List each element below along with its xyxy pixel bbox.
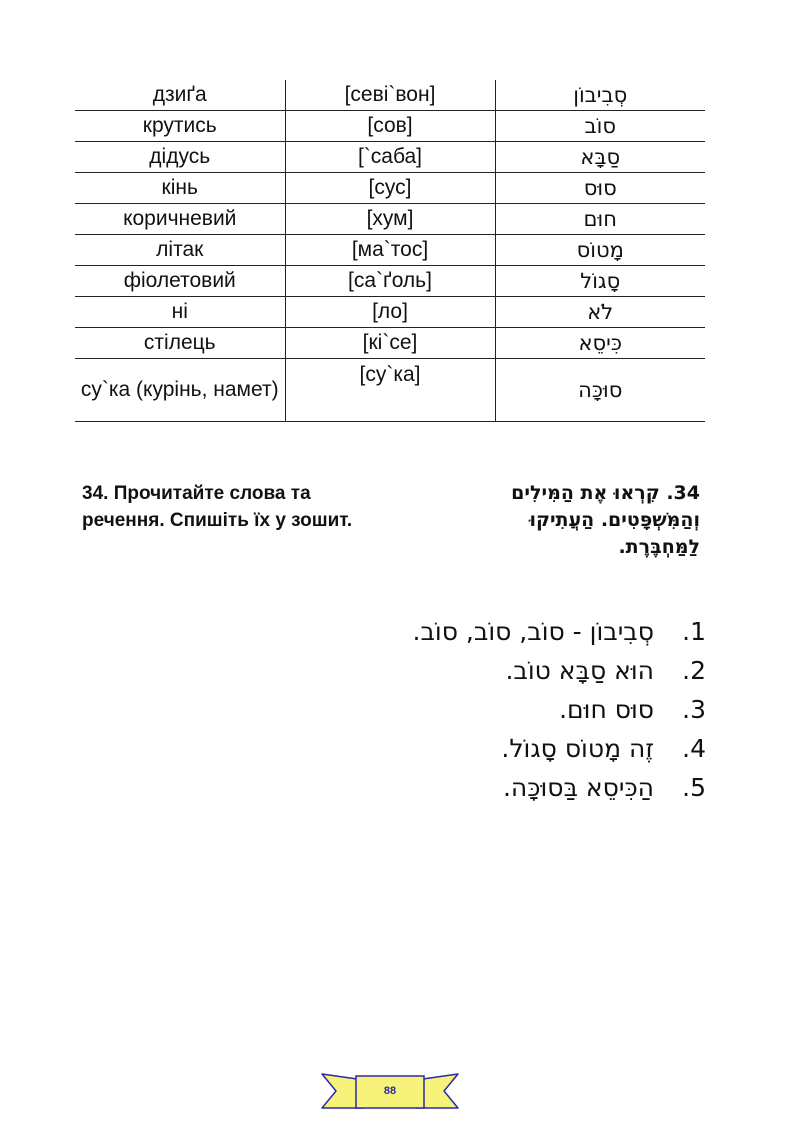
vocabulary-table bbox=[75, 80, 705, 422]
transliteration: [ло] bbox=[285, 297, 495, 328]
sentence-list bbox=[340, 612, 706, 807]
ukrainian-word: дідусь bbox=[75, 142, 285, 173]
list-item bbox=[340, 612, 706, 651]
list-item bbox=[340, 690, 706, 729]
hebrew-word: חוּם bbox=[495, 204, 705, 235]
transliteration: [хум] bbox=[285, 204, 495, 235]
sentence-number: 3. bbox=[682, 695, 706, 724]
sentence-number: 1. bbox=[682, 617, 706, 646]
transliteration: [сов] bbox=[285, 111, 495, 142]
page-number: 88 bbox=[383, 1085, 397, 1097]
task-instruction-ukrainian: 34. Прочитайте слова та речення. Спишіть їх у зошит. bbox=[82, 483, 353, 531]
list-item bbox=[340, 768, 706, 807]
sentence-number: 2. bbox=[682, 656, 706, 685]
ukrainian-word: ні bbox=[75, 297, 285, 328]
table-row bbox=[75, 297, 705, 328]
ukrainian-word: коричневий bbox=[75, 204, 285, 235]
table-row bbox=[75, 204, 705, 235]
sentence-text: סוּס חוּם. bbox=[559, 695, 654, 724]
list-item bbox=[340, 729, 706, 768]
sentence-number: 5. bbox=[682, 773, 706, 802]
ukrainian-word: літак bbox=[75, 235, 285, 266]
hebrew-word: לֹא bbox=[495, 297, 705, 328]
table-row bbox=[75, 111, 705, 142]
ukrainian-word: дзиґа bbox=[75, 80, 285, 111]
transliteration: [севі`вон] bbox=[285, 80, 495, 111]
transliteration: [кі`се] bbox=[285, 328, 495, 359]
table-row bbox=[75, 328, 705, 359]
hebrew-word: סְבִיבוֹן bbox=[495, 80, 705, 111]
hebrew-word: מָטוֹס bbox=[495, 235, 705, 266]
table-row bbox=[75, 142, 705, 173]
hebrew-word: סָגוֹל bbox=[495, 266, 705, 297]
hebrew-word: סַבָּא bbox=[495, 142, 705, 173]
ukrainian-word: стілець bbox=[75, 328, 285, 359]
sentence-text: הוּא סַבָּא טוֹב. bbox=[505, 656, 654, 685]
sentence-text: סְבִיבוֹן - סוֹב, סוֹב, סוֹב. bbox=[412, 617, 654, 646]
ukrainian-word: су`ка (курінь, намет) bbox=[75, 359, 285, 422]
ukrainian-word: кінь bbox=[75, 173, 285, 204]
hebrew-word: סוּס bbox=[495, 173, 705, 204]
ukrainian-word: крутись bbox=[75, 111, 285, 142]
transliteration: [су`ка] bbox=[285, 359, 495, 422]
transliteration: [`саба] bbox=[285, 142, 495, 173]
transliteration: [ма`тос] bbox=[285, 235, 495, 266]
ukrainian-word: фіолетовий bbox=[75, 266, 285, 297]
list-item bbox=[340, 651, 706, 690]
task-instruction-hebrew: 34. קִרְאוּ אֶת הַמִּילִים וְהַמִּשְׁפָּטִים. הַעֲתִיקוּ לַמַּחְבֶּרֶת. bbox=[511, 482, 700, 558]
hebrew-word: כִּיסֵא bbox=[495, 328, 705, 359]
table-row bbox=[75, 80, 705, 111]
transliteration: [сус] bbox=[285, 173, 495, 204]
sentence-text: זֶה מָטוֹס סָגוֹל. bbox=[501, 734, 654, 763]
page-number-badge bbox=[320, 1070, 460, 1114]
transliteration: [са`ґоль] bbox=[285, 266, 495, 297]
sentence-number: 4. bbox=[682, 734, 706, 763]
hebrew-word: סוֹב bbox=[495, 111, 705, 142]
table-row bbox=[75, 359, 705, 422]
hebrew-word: סוּכָּה bbox=[495, 359, 705, 422]
sentence-text: הַכִּיסֵא בַּסוּכָּה. bbox=[502, 773, 654, 802]
table-row bbox=[75, 173, 705, 204]
table-row bbox=[75, 235, 705, 266]
table-row bbox=[75, 266, 705, 297]
